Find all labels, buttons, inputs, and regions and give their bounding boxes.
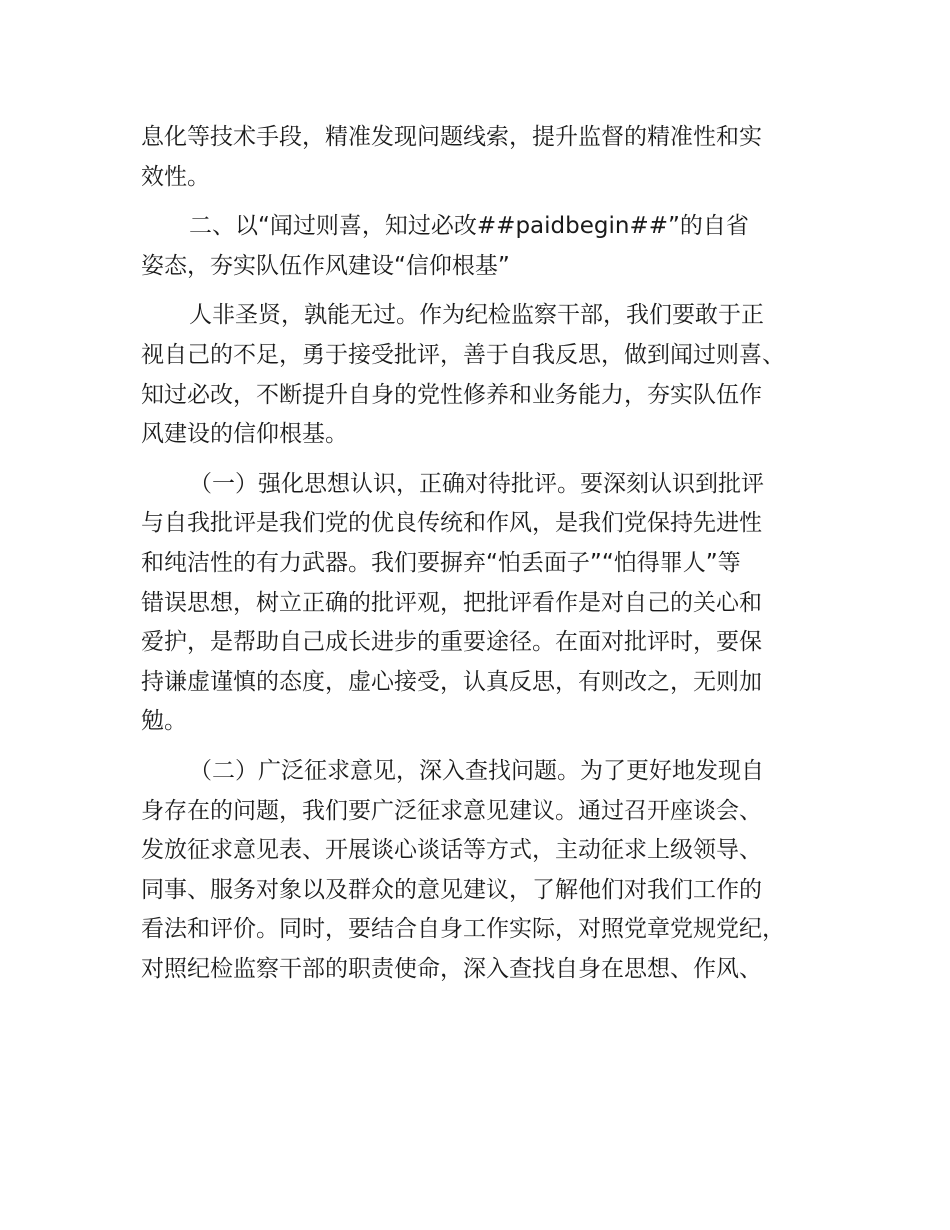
text-line: 发放征求意见表、开展谈心谈话等方式，主动征求上级领导、	[141, 837, 762, 864]
text-line: 爱护，是帮助自己成长进步的重要途径。在面对批评时，要保	[141, 629, 762, 656]
text-line: 和纯洁性的有力武器。我们要摒弃“怕丢面子”“怕得罪人”等	[141, 549, 741, 576]
text-line: 对照纪检监察干部的职责使命，深入查找自身在思想、作风、	[141, 955, 762, 982]
text-line: 风建设的信仰根基。	[141, 421, 348, 448]
text-line: 息化等技术手段，精准发现问题线索，提升监督的精准性和实	[141, 124, 762, 150]
text-line: 身存在的问题，我们要广泛征求意见建议。通过召开座谈会、	[141, 797, 762, 824]
text-line: 二、以“闻过则喜，知过必改##paidbegin##”的自省	[189, 213, 749, 240]
text-line: （二）广泛征求意见，深入查找问题。为了更好地发现自	[189, 757, 764, 784]
text-line: 勉。	[141, 708, 187, 735]
text-line: 视自己的不足，勇于接受批评，善于自我反思，做到闻过则喜、	[141, 341, 785, 368]
text-line: 知过必改，不断提升自身的党性修养和业务能力，夯实队伍作	[141, 381, 762, 408]
text-line: 人非圣贤，孰能无过。作为纪检监察干部，我们要敢于正	[189, 302, 764, 329]
text-line: 同事、服务对象以及群众的意见建议，了解他们对我们工作的	[141, 876, 762, 903]
text-line: 看法和评价。同时，要结合自身工作实际，对照党章党规党纪，	[141, 916, 785, 943]
text-line: （一）强化思想认识，正确对待批评。要深刻认识到批评	[189, 470, 764, 497]
paragraph-subsection-2	[141, 752, 831, 990]
text-line: 持谦虚谨慎的态度，虚心接受，认真反思，有则改之，无则加	[141, 668, 762, 695]
section-heading	[141, 207, 831, 286]
paragraph-subsection-1	[141, 465, 831, 742]
text-line: 效性。	[141, 163, 210, 190]
paragraph-intro	[141, 296, 831, 454]
document-body	[141, 118, 831, 999]
text-line: 姿态，夯实队伍作风建设“信仰根基”	[141, 252, 510, 279]
text-line: 错误思想，树立正确的批评观，把批评看作是对自己的关心和	[141, 589, 762, 616]
text-line: 与自我批评是我们党的优良传统和作风，是我们党保持先进性	[141, 510, 762, 537]
paragraph-continued	[141, 118, 831, 197]
